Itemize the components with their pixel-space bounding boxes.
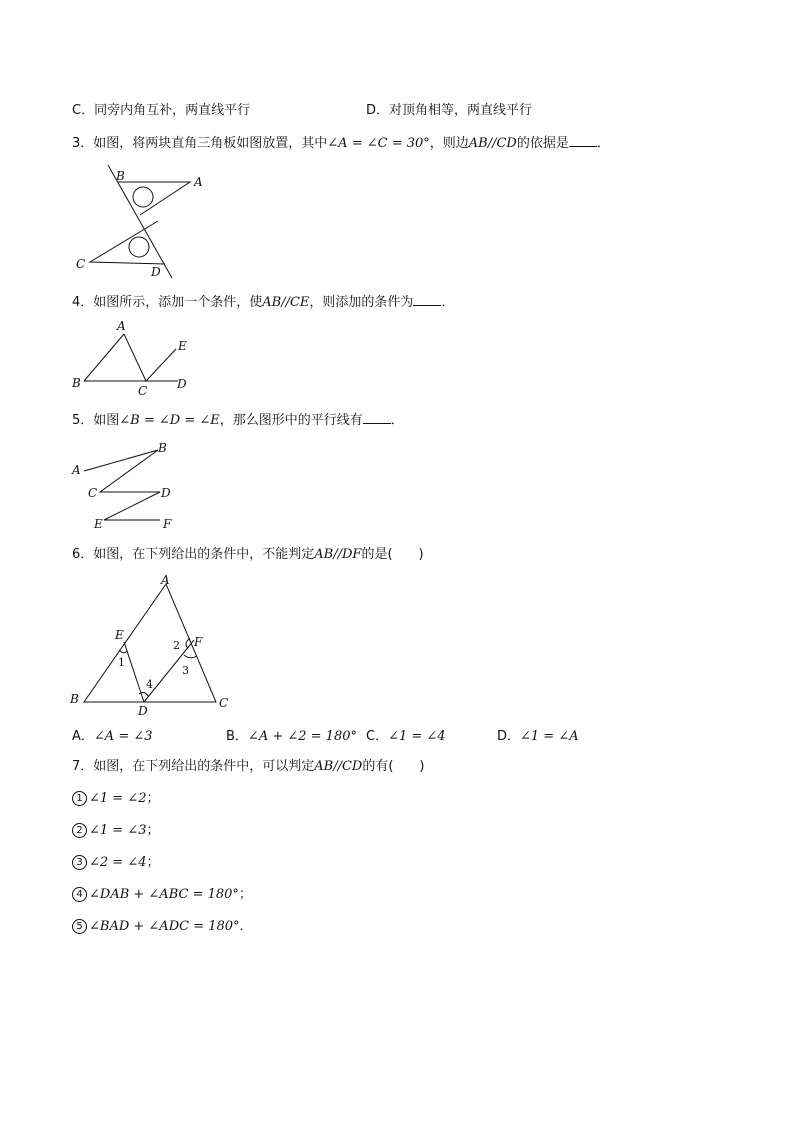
q3-figure <box>70 160 220 285</box>
q6-option-d[interactable]: D．∠1 = ∠A <box>497 729 579 744</box>
q3-end: ． <box>596 136 610 151</box>
q4-label-e: E <box>178 339 187 353</box>
q4-text-post: ，则添加的条件为 <box>309 295 414 310</box>
q5-figure <box>68 436 188 534</box>
q5-label-c: C <box>88 486 98 500</box>
circled-number-3: 3 <box>72 855 87 870</box>
q5-end: ． <box>390 413 404 428</box>
q4-label-c: C <box>138 384 148 396</box>
q6-label-d: D <box>138 704 148 718</box>
q3-question <box>72 134 610 153</box>
q3-label-b: B <box>116 169 125 183</box>
circled-number-2: 2 <box>72 823 87 838</box>
q7-item-4: 4 ∠DAB + ∠ABC = 180°； <box>72 886 252 904</box>
q5-text-post: ，那么图形中的平行线有 <box>219 413 363 428</box>
q5-label-a: A <box>72 463 81 477</box>
q6-option-c[interactable]: C．∠1 = ∠4 <box>366 729 446 744</box>
q6-angle-3: 3 <box>182 664 189 677</box>
circled-number-4: 4 <box>72 887 87 902</box>
q4-label-a: A <box>117 319 126 333</box>
q6-label-c: C <box>219 696 229 710</box>
q4-question <box>72 293 454 312</box>
q4-text: 4．如图所示，添加一个条件，使 <box>72 295 263 310</box>
q6-math-parallel: AB//DF <box>314 547 362 562</box>
q3-label-c: C <box>76 257 86 271</box>
q3-math-parallel: AB//CD <box>468 136 517 151</box>
circled-number-5: 5 <box>72 919 87 934</box>
q5-label-b: B <box>158 441 167 455</box>
q6-label-e: E <box>115 628 124 642</box>
q5-text: 5．如图 <box>72 413 120 428</box>
q7-item-2: 2 ∠1 = ∠3； <box>72 822 160 840</box>
q4-end: ． <box>441 295 455 310</box>
q7-item-1: 1 ∠1 = ∠2； <box>72 790 160 808</box>
q7-text: 7．如图，在下列给出的条件中，可以判定 <box>72 759 315 774</box>
q3-math-angles: ∠A = ∠C = 30° <box>327 136 430 151</box>
q3-label-a: A <box>194 175 203 189</box>
q4-answer-blank[interactable] <box>413 293 441 306</box>
q3-text-post: 的依据是 <box>516 136 569 151</box>
q4-label-b: B <box>72 376 81 390</box>
q3-answer-blank[interactable] <box>569 134 597 147</box>
q4-figure <box>66 316 196 396</box>
q5-answer-blank[interactable] <box>363 411 391 424</box>
q6-label-b: B <box>70 692 79 706</box>
q6-text: 6．如图，在下列给出的条件中，不能判定 <box>72 547 315 562</box>
q3-text: 3．如图，将两块直角三角板如图放置，其中 <box>72 136 328 151</box>
q7-text-post: 的有( ) <box>362 759 425 774</box>
q4-math-parallel: AB//CE <box>262 295 310 310</box>
q5-label-d: D <box>161 486 171 500</box>
q3-text-mid: ，则边 <box>429 136 469 151</box>
q6-angle-1: 1 <box>118 656 125 669</box>
q2-option-c: C．同旁内角互补，两直线平行 <box>72 103 251 118</box>
q7-item-3: 3 ∠2 = ∠4； <box>72 854 160 872</box>
q6-angle-4: 4 <box>146 678 153 691</box>
q7-question <box>72 758 425 776</box>
q6-option-b[interactable]: B．∠A + ∠2 = 180° <box>226 729 357 744</box>
q2-option-d: D．对顶角相等，两直线平行 <box>366 103 533 118</box>
q5-label-f: F <box>163 517 172 531</box>
q6-label-a: A <box>161 573 170 587</box>
q6-label-f: F <box>194 635 203 649</box>
q5-question <box>72 411 404 430</box>
q7-item-5: 5 ∠BAD + ∠ADC = 180°． <box>72 918 253 936</box>
q4-label-d: D <box>177 377 187 391</box>
q6-text-post: 的是( ) <box>361 547 424 562</box>
q3-label-d: D <box>151 265 161 279</box>
q7-math-parallel: AB//CD <box>314 759 363 774</box>
q5-math-angles: ∠B = ∠D = ∠E <box>119 413 220 428</box>
q6-figure <box>66 570 236 720</box>
q6-question <box>72 546 424 564</box>
q6-option-a[interactable]: A．∠A = ∠3 <box>72 729 153 744</box>
q5-label-e: E <box>94 517 103 531</box>
circled-number-1: 1 <box>72 791 87 806</box>
q6-angle-2: 2 <box>173 639 180 652</box>
